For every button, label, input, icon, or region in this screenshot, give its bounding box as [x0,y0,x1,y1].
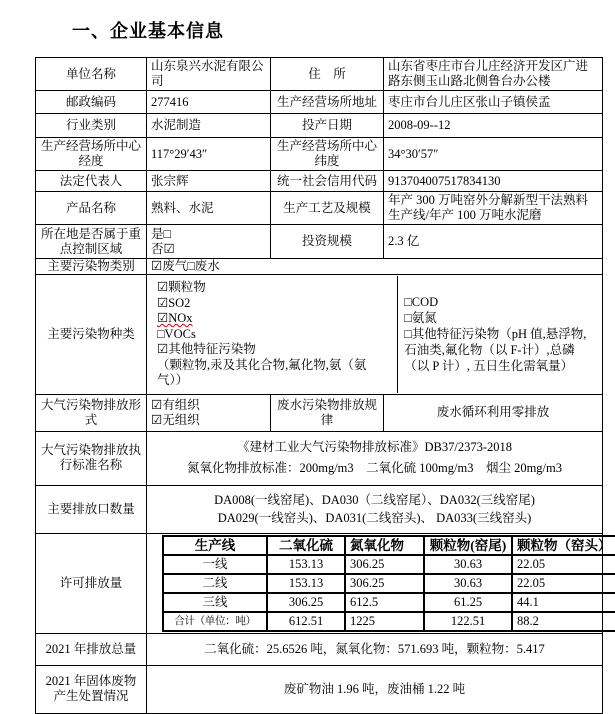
biz-addr-value: 枣庄市台儿庄区张山子镇侯孟 [384,91,603,114]
row-control-area [36,225,603,259]
row-emission-form [36,394,603,431]
checkbox-yes: 是□ [151,226,172,241]
longitude-label: 生产经营场所中心经度 [36,138,147,171]
water-pollutant-item: □COD [404,295,439,310]
header-so2: 二氧化硫 [267,536,345,555]
permitted-header-row [163,536,615,555]
outlets-lines [151,493,598,526]
outlets-line-kiln-tail: DA008(一线窑尾)、DA030（二线窑尾）、DA032(三线窑尾) [214,492,535,507]
air-pollutant-item: ☑其他特征污染物 [157,342,256,356]
water-pollutant-item: □氨氮 [404,311,437,326]
biz-addr-label: 生产经营场所地址 [271,91,384,114]
header-nox: 氮氧化物 [345,536,424,555]
nox-value-cell: 306.25 [345,574,424,593]
longitude-value: 117°29′43″ [147,138,271,171]
row-legal-rep [36,171,603,192]
solid-waste-label: 2021 年固体废物产生处置情况 [36,665,147,713]
emission-form-checkboxes [147,394,271,431]
air-pollutant-note: （颗粒物,汞及其化合物,氟化物,氨（氨气）） [157,357,367,387]
latitude-label: 生产经营场所中心纬度 [271,138,384,171]
checkbox-unorganized: ☑无组织 [151,412,200,427]
so2-value-cell: 153.13 [267,574,345,593]
permitted-row-line3 [163,593,615,612]
air-pollutants-list [151,276,398,393]
water-pollutant-item: □其他特征污染物（pH 值,悬浮物,石油类,氟化物（以 F-计）,总磷（以 P 计）, 五日生化需氧量） [404,327,587,374]
pm-tail-total-cell: 122.51 [424,612,512,631]
totals-2021-value: 二氧化硫：25.6526 吨，氮氧化物：571.693 吨，颗粒物：5.417 [147,633,603,665]
investment-label: 投资规模 [271,225,384,259]
standard-name-line: 《建材工业大气污染物排放标准》DB37/2373-2018 [236,440,512,454]
emission-standard-label: 大气污染物排放执行标准名称 [36,431,147,485]
nox-total-cell: 1225 [345,612,424,631]
air-pollutant-item: ☑颗粒物 [157,280,206,294]
control-area-checkboxes [147,225,271,259]
credit-code-label: 统一社会信用代码 [271,171,384,192]
row-solid-waste [36,665,603,713]
pm-head-value-cell: 22.05 [512,574,615,593]
standard-limits-line: 氮氧化物排放标准：200mg/m3 二氧化硫 100mg/m3 烟尘 20mg/m3 [186,461,562,475]
prod-date-label: 投产日期 [271,114,384,138]
enterprise-info-table [35,57,612,714]
pm-tail-value-cell: 30.63 [424,574,512,593]
control-area-label: 所在地是否属于重点控制区域 [36,225,147,259]
water-pollutants-list [398,276,598,393]
product-label: 产品名称 [36,192,147,225]
nox-value-cell: 306.25 [345,555,424,574]
row-permitted-emissions [36,533,603,633]
checkbox-no: 否☑ [151,241,175,256]
row-product [36,192,603,225]
permitted-emissions-table [162,535,615,632]
pm-head-total-cell: 88.2 [512,612,615,631]
nox-spellcheck-underline: ☑NOx [157,311,193,325]
so2-value-cell: 306.25 [267,593,345,612]
total-label-cell: 合计（单位：吨） [163,612,267,631]
row-2021-totals [36,633,603,665]
air-pollutant-item [157,311,391,327]
residence-value: 山东省枣庄市台儿庄经济开发区广进路东侧玉山路北侧鲁台办公楼 [384,58,603,91]
header-pm-kiln-tail: 颗粒物(窑尾) [424,536,512,555]
pollutant-types-split [151,276,598,393]
unit-name-label: 单位名称 [36,58,147,91]
permitted-row-line2 [163,574,615,593]
industry-label: 行业类别 [36,114,147,138]
investment-value: 2.3 亿 [384,225,603,259]
permitted-row-line1 [163,555,615,574]
outlets-cell [147,485,603,533]
line-name-cell: 二线 [163,574,267,593]
pollutant-types-cell [147,275,603,395]
emission-form-label: 大气污染物排放形式 [36,394,147,431]
legal-rep-label: 法定代表人 [36,171,147,192]
outlets-line-kiln-head: DA029(一线窑头)、DA031(二线窑头)、 DA033(三线窑头) [217,510,532,525]
prod-date-value: 2008-09--12 [384,114,603,138]
line-name-cell: 一线 [163,555,267,574]
pm-head-value-cell: 22.05 [512,555,615,574]
pm-head-value-cell: 44.1 [512,593,615,612]
emission-standard-cell [147,431,603,485]
product-value: 熟料、水泥 [147,192,271,225]
postal-value: 277416 [147,91,271,114]
latitude-value: 34°30′57″ [384,138,603,171]
pm-tail-value-cell: 30.63 [424,555,512,574]
air-pollutant-item: □VOCs [157,326,196,341]
pm-tail-value-cell: 61.25 [424,593,512,612]
row-postal [36,91,603,114]
residence-label: 住 所 [271,58,384,91]
industry-value: 水泥制造 [147,114,271,138]
totals-2021-label: 2021 年排放总量 [36,633,147,665]
row-pollutant-types [36,275,603,395]
row-industry [36,114,603,138]
row-pollutant-category [36,259,603,275]
so2-total-cell: 612.51 [267,612,345,631]
process-value: 年产 300 万吨窑外分解新型干法熟料生产线/年产 100 万吨水泥磨 [384,192,603,225]
pollutant-category-value: ☑废气□废水 [147,259,603,275]
water-rule-value: 废水循环利用零排放 [384,394,603,431]
solid-waste-value: 废矿物油 1.96 吨，废油桶 1.22 吨 [147,665,603,713]
permitted-emissions-label: 许可排放量 [36,533,147,633]
so2-value-cell: 153.13 [267,555,345,574]
nox-value-cell: 612.5 [345,593,424,612]
row-unit-name [36,58,603,91]
header-pm-kiln-head: 颗粒物（窑头） [512,536,615,555]
pollutant-category-label: 主要污染物类别 [36,259,147,275]
unit-name-value: 山东泉兴水泥有限公司 [147,58,271,91]
line-name-cell: 三线 [163,593,267,612]
row-emission-standard [36,431,603,485]
page-title: 一、企业基本信息 [72,21,224,41]
process-label: 生产工艺及规模 [271,192,384,225]
postal-label: 邮政编码 [36,91,147,114]
legal-rep-value: 张宗辉 [147,171,271,192]
permitted-row-total [163,612,615,631]
emission-standard-lines [151,440,598,476]
outlets-label: 主要排放口数量 [36,485,147,533]
credit-code-value: 913704007517834130 [384,171,603,192]
checkbox-organized: ☑有组织 [151,397,200,412]
header-production-line: 生产线 [163,536,267,555]
water-rule-label: 废水污染物排放规律 [271,394,384,431]
row-outlets [36,485,603,533]
permitted-emissions-cell [147,533,612,633]
air-pollutant-item: ☑SO2 [157,295,191,310]
row-coordinates [36,138,603,171]
pollutant-types-label: 主要污染物种类 [36,275,147,395]
